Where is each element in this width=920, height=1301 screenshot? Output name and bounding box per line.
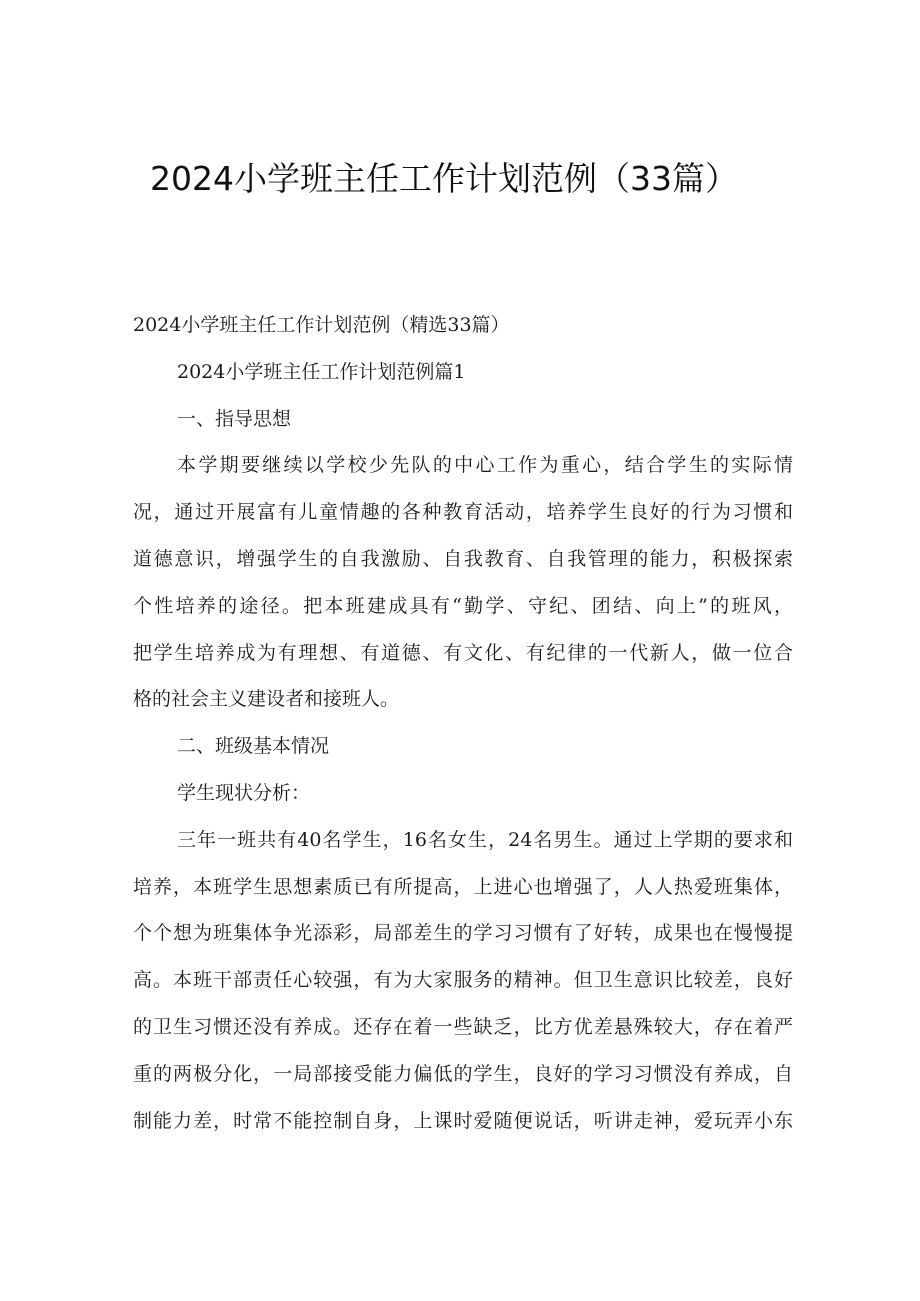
paragraph-line: 重的两极分化，一局部接受能力偏低的学生，良好的学习习惯没有养成，自 [133, 1062, 793, 1085]
paragraph-line: 把学生培养成为有理想、有道德、有文化、有纪律的一代新人，做一位合 [133, 641, 793, 664]
document-title: 2024小学班主任工作计划范例（33篇） [150, 159, 738, 198]
article-heading: 2024小学班主任工作计划范例篇1 [177, 360, 466, 383]
paragraph-line: 个个想为班集体争光添彩，局部差生的学习习惯有了好转，成果也在慢慢提 [133, 922, 793, 945]
paragraph-line: 本学期要继续以学校少先队的中心工作为重心，结合学生的实际情 [177, 454, 793, 477]
document-body [133, 302, 793, 1144]
section-heading-guiding-ideology: 一、指导思想 [177, 407, 292, 430]
paragraph-student-analysis [133, 817, 793, 1145]
paragraph-line: 道德意识，增强学生的自我激励、自我教育、自我管理的能力，积极探索 [133, 547, 793, 570]
document-subtitle: 2024小学班主任工作计划范例（精选33篇） [133, 314, 510, 336]
paragraph-line: 培养，本班学生思想素质已有所提高，上进心也增强了，人人热爱班集体， [133, 875, 793, 898]
paragraph-line: 的卫生习惯还没有养成。还存在着一些缺乏，比方优差悬殊较大，存在着严 [133, 1015, 793, 1038]
paragraph-line: 制能力差，时常不能控制自身，上课时爱随便说话，听讲走神，爱玩弄小东 [133, 1109, 793, 1132]
sub-heading-student-analysis: 学生现状分析： [177, 781, 311, 804]
paragraph-line: 个性培养的途径。把本班建成具有“勤学、守纪、团结、向上”的班风， [133, 594, 793, 617]
paragraph-line: 况，通过开展富有儿童情趣的各种教育活动，培养学生良好的行为习惯和 [133, 501, 793, 524]
paragraph-guiding-ideology [133, 442, 793, 723]
paragraph-line: 高。本班干部责任心较强，有为大家服务的精神。但卫生意识比较差，良好 [133, 969, 793, 992]
section-heading-class-situation: 二、班级基本情况 [177, 735, 330, 758]
paragraph-line: 格的社会主义建设者和接班人。 [133, 688, 400, 711]
paragraph-line: 三年一班共有40名学生，16名女生，24名男生。通过上学期的要求和 [177, 828, 793, 851]
